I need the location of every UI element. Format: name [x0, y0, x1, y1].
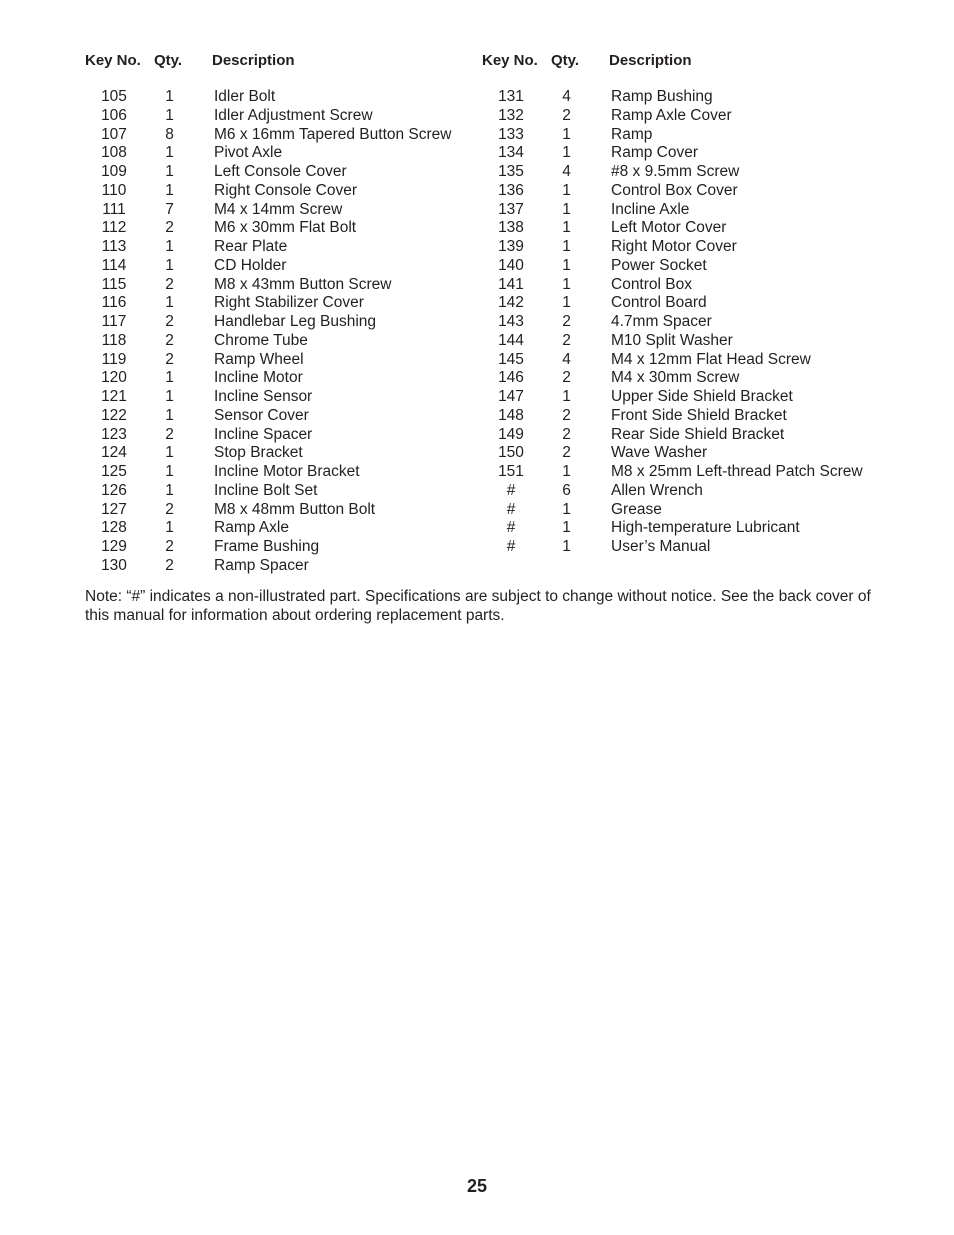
part-description: M4 x 14mm Screw: [214, 200, 343, 218]
part-qty: 2: [165, 500, 174, 518]
part-key-no: 123: [101, 425, 127, 443]
part-description: Ramp Cover: [611, 144, 698, 162]
part-qty: 1: [165, 163, 174, 180]
part-key-no: 122: [101, 406, 127, 424]
part-key-no: 108: [101, 144, 127, 162]
part-qty: 2: [165, 313, 174, 330]
part-key-no: 136: [498, 181, 524, 199]
part-description: Ramp Bushing: [611, 88, 713, 105]
part-key-no: #: [506, 500, 516, 518]
qty-header: Qty.: [154, 52, 183, 69]
part-key-no: 118: [101, 331, 127, 349]
part-description: Sensor Cover: [214, 406, 309, 424]
part-qty: 2: [562, 106, 571, 124]
part-qty: 1: [562, 219, 571, 237]
part-description: CD Holder: [214, 256, 287, 274]
part-qty: 1: [165, 144, 174, 162]
part-description: Incline Spacer: [214, 425, 313, 443]
part-qty: 1: [165, 106, 174, 124]
part-qty: 1: [562, 181, 571, 199]
part-key-no: 112: [101, 219, 127, 237]
part-key-no: 107: [101, 125, 127, 143]
part-key-no: 127: [101, 500, 127, 518]
part-key-no: 139: [498, 238, 524, 255]
part-description: 4.7mm Spacer: [611, 313, 712, 330]
part-key-no: 119: [101, 350, 127, 368]
part-qty: 1: [562, 519, 571, 537]
qty-header: Qty.: [551, 52, 580, 69]
part-key-no: 133: [498, 125, 524, 143]
part-description: Control Box Cover: [611, 181, 738, 199]
part-key-no: 132: [498, 106, 524, 124]
part-qty: 1: [562, 388, 571, 405]
description-header: Description: [609, 52, 692, 69]
part-description: Pivot Axle: [214, 144, 283, 162]
part-qty: 1: [165, 463, 174, 480]
part-description: Allen Wrench: [611, 481, 703, 499]
part-qty: 1: [562, 538, 571, 555]
part-qty: 2: [562, 406, 571, 424]
part-qty: 1: [165, 388, 174, 405]
part-key-no: 126: [101, 481, 127, 499]
part-qty: 7: [165, 200, 174, 218]
part-description: Handlebar Leg Bushing: [214, 313, 377, 330]
part-key-no: #: [506, 519, 516, 537]
part-qty: 1: [165, 444, 174, 462]
part-description: Ramp Spacer: [214, 556, 309, 574]
part-key-no: 142: [498, 294, 524, 312]
part-key-no: 111: [102, 200, 126, 218]
part-qty: 2: [562, 331, 571, 349]
part-description: Incline Motor: [214, 369, 303, 387]
part-description: Ramp Axle Cover: [611, 106, 732, 124]
part-qty: 1: [165, 519, 174, 537]
part-description: M4 x 30mm Screw: [611, 369, 740, 387]
part-qty: 8: [165, 125, 174, 143]
part-qty: 2: [562, 444, 571, 462]
part-description: Chrome Tube: [214, 331, 308, 349]
part-qty: 1: [165, 88, 174, 105]
part-qty: 1: [562, 144, 571, 162]
part-description: Incline Axle: [611, 200, 690, 218]
part-key-no: 144: [498, 331, 524, 349]
part-qty: 1: [165, 369, 174, 387]
part-qty: 1: [165, 294, 174, 312]
part-key-no: 138: [498, 219, 524, 237]
part-description: Incline Motor Bracket: [214, 463, 360, 480]
part-key-no: 140: [498, 256, 524, 274]
part-description: Rear Side Shield Bracket: [611, 425, 785, 443]
part-description: Right Stabilizer Cover: [214, 294, 364, 312]
part-qty: 2: [165, 350, 174, 368]
part-description: M4 x 12mm Flat Head Screw: [611, 350, 811, 368]
part-key-no: #: [506, 481, 516, 499]
part-description: Right Motor Cover: [611, 238, 737, 255]
part-description: Ramp Axle: [214, 519, 289, 537]
part-qty: 2: [165, 219, 174, 237]
part-key-no: 143: [498, 313, 524, 330]
part-key-no: 145: [498, 350, 524, 368]
part-qty: 2: [165, 275, 174, 293]
key-no-header: Key No.: [482, 52, 538, 69]
part-key-no: 128: [101, 519, 127, 537]
part-qty: 2: [562, 313, 571, 330]
part-qty: 1: [562, 256, 571, 274]
part-qty: 1: [562, 294, 571, 312]
footnote: Note: “#” indicates a non-illustrated part. Specifications are subject to change without notice. See the back cover of this manual for information about ordering replacement parts.: [85, 588, 871, 624]
part-key-no: 115: [101, 275, 127, 293]
part-qty: 2: [165, 556, 174, 574]
part-key-no: 151: [498, 463, 524, 480]
part-description: M8 x 43mm Button Screw: [214, 275, 392, 293]
part-description: High-temperature Lubricant: [611, 519, 800, 537]
part-description: Front Side Shield Bracket: [611, 406, 787, 424]
part-description: Incline Bolt Set: [214, 481, 318, 499]
part-key-no: 131: [498, 88, 524, 105]
part-description: Rear Plate: [214, 238, 288, 255]
part-key-no: 141: [498, 275, 524, 293]
part-description: M6 x 30mm Flat Bolt: [214, 219, 357, 237]
part-qty: 1: [562, 463, 571, 480]
part-key-no: 149: [498, 425, 524, 443]
part-qty: 4: [562, 350, 571, 368]
part-description: Grease: [611, 500, 662, 518]
part-key-no: 120: [101, 369, 127, 387]
part-qty: 4: [562, 88, 571, 105]
part-qty: 2: [562, 369, 571, 387]
part-key-no: 116: [101, 294, 127, 312]
part-qty: 1: [562, 500, 571, 518]
part-qty: 1: [562, 275, 571, 293]
part-key-no: 134: [498, 144, 524, 162]
part-description: Upper Side Shield Bracket: [611, 388, 793, 405]
part-description: Control Board: [611, 294, 707, 312]
part-description: M6 x 16mm Tapered Button Screw: [214, 125, 452, 143]
part-qty: 1: [165, 481, 174, 499]
part-qty: 4: [562, 163, 571, 180]
part-qty: 2: [165, 425, 174, 443]
part-qty: 2: [562, 425, 571, 443]
part-description: M10 Split Washer: [611, 331, 733, 349]
part-description: M8 x 48mm Button Bolt: [214, 500, 376, 518]
part-description: Idler Adjustment Screw: [214, 106, 373, 124]
part-qty: 1: [562, 125, 571, 143]
part-key-no: #: [506, 538, 516, 555]
part-key-no: 129: [101, 538, 127, 555]
part-key-no: 124: [101, 444, 127, 462]
part-description: Ramp Wheel: [214, 350, 304, 368]
part-key-no: 114: [101, 256, 127, 274]
part-description: Stop Bracket: [214, 444, 303, 462]
part-description: Wave Washer: [611, 444, 708, 462]
part-qty: 1: [562, 200, 571, 218]
part-description: Right Console Cover: [214, 181, 358, 199]
part-key-no: 113: [101, 238, 127, 255]
part-description: Frame Bushing: [214, 538, 320, 555]
part-description: Left Console Cover: [214, 163, 347, 180]
part-qty: 1: [165, 406, 174, 424]
part-description: User’s Manual: [611, 538, 711, 555]
part-qty: 2: [165, 331, 174, 349]
part-key-no: 117: [101, 313, 127, 330]
part-key-no: 150: [498, 444, 524, 462]
part-key-no: 130: [101, 556, 127, 574]
page-number: 25: [466, 1176, 488, 1196]
part-description: M8 x 25mm Left-thread Patch Screw: [611, 463, 863, 480]
part-description: Left Motor Cover: [611, 219, 727, 237]
part-key-no: 135: [498, 163, 524, 180]
part-description: Idler Bolt: [214, 88, 276, 105]
part-key-no: 147: [498, 388, 524, 405]
part-description: Incline Sensor: [214, 388, 313, 405]
description-header: Description: [212, 52, 295, 69]
part-key-no: 137: [498, 200, 524, 218]
part-key-no: 125: [101, 463, 127, 480]
part-description: #8 x 9.5mm Screw: [611, 163, 740, 180]
part-qty: 6: [562, 481, 571, 499]
part-description: Ramp: [611, 125, 653, 143]
part-qty: 1: [165, 181, 174, 199]
part-key-no: 148: [498, 406, 524, 424]
part-qty: 2: [165, 538, 174, 555]
part-qty: 1: [562, 238, 571, 255]
part-key-no: 109: [101, 163, 127, 180]
part-key-no: 106: [101, 106, 127, 124]
part-key-no: 146: [498, 369, 524, 387]
key-no-header: Key No.: [85, 52, 141, 69]
part-key-no: 105: [101, 88, 127, 105]
part-key-no: 110: [101, 181, 127, 199]
part-description: Control Box: [611, 275, 692, 293]
part-description: Power Socket: [611, 256, 707, 274]
part-key-no: 121: [101, 388, 127, 405]
part-qty: 1: [165, 256, 174, 274]
part-qty: 1: [165, 238, 174, 255]
